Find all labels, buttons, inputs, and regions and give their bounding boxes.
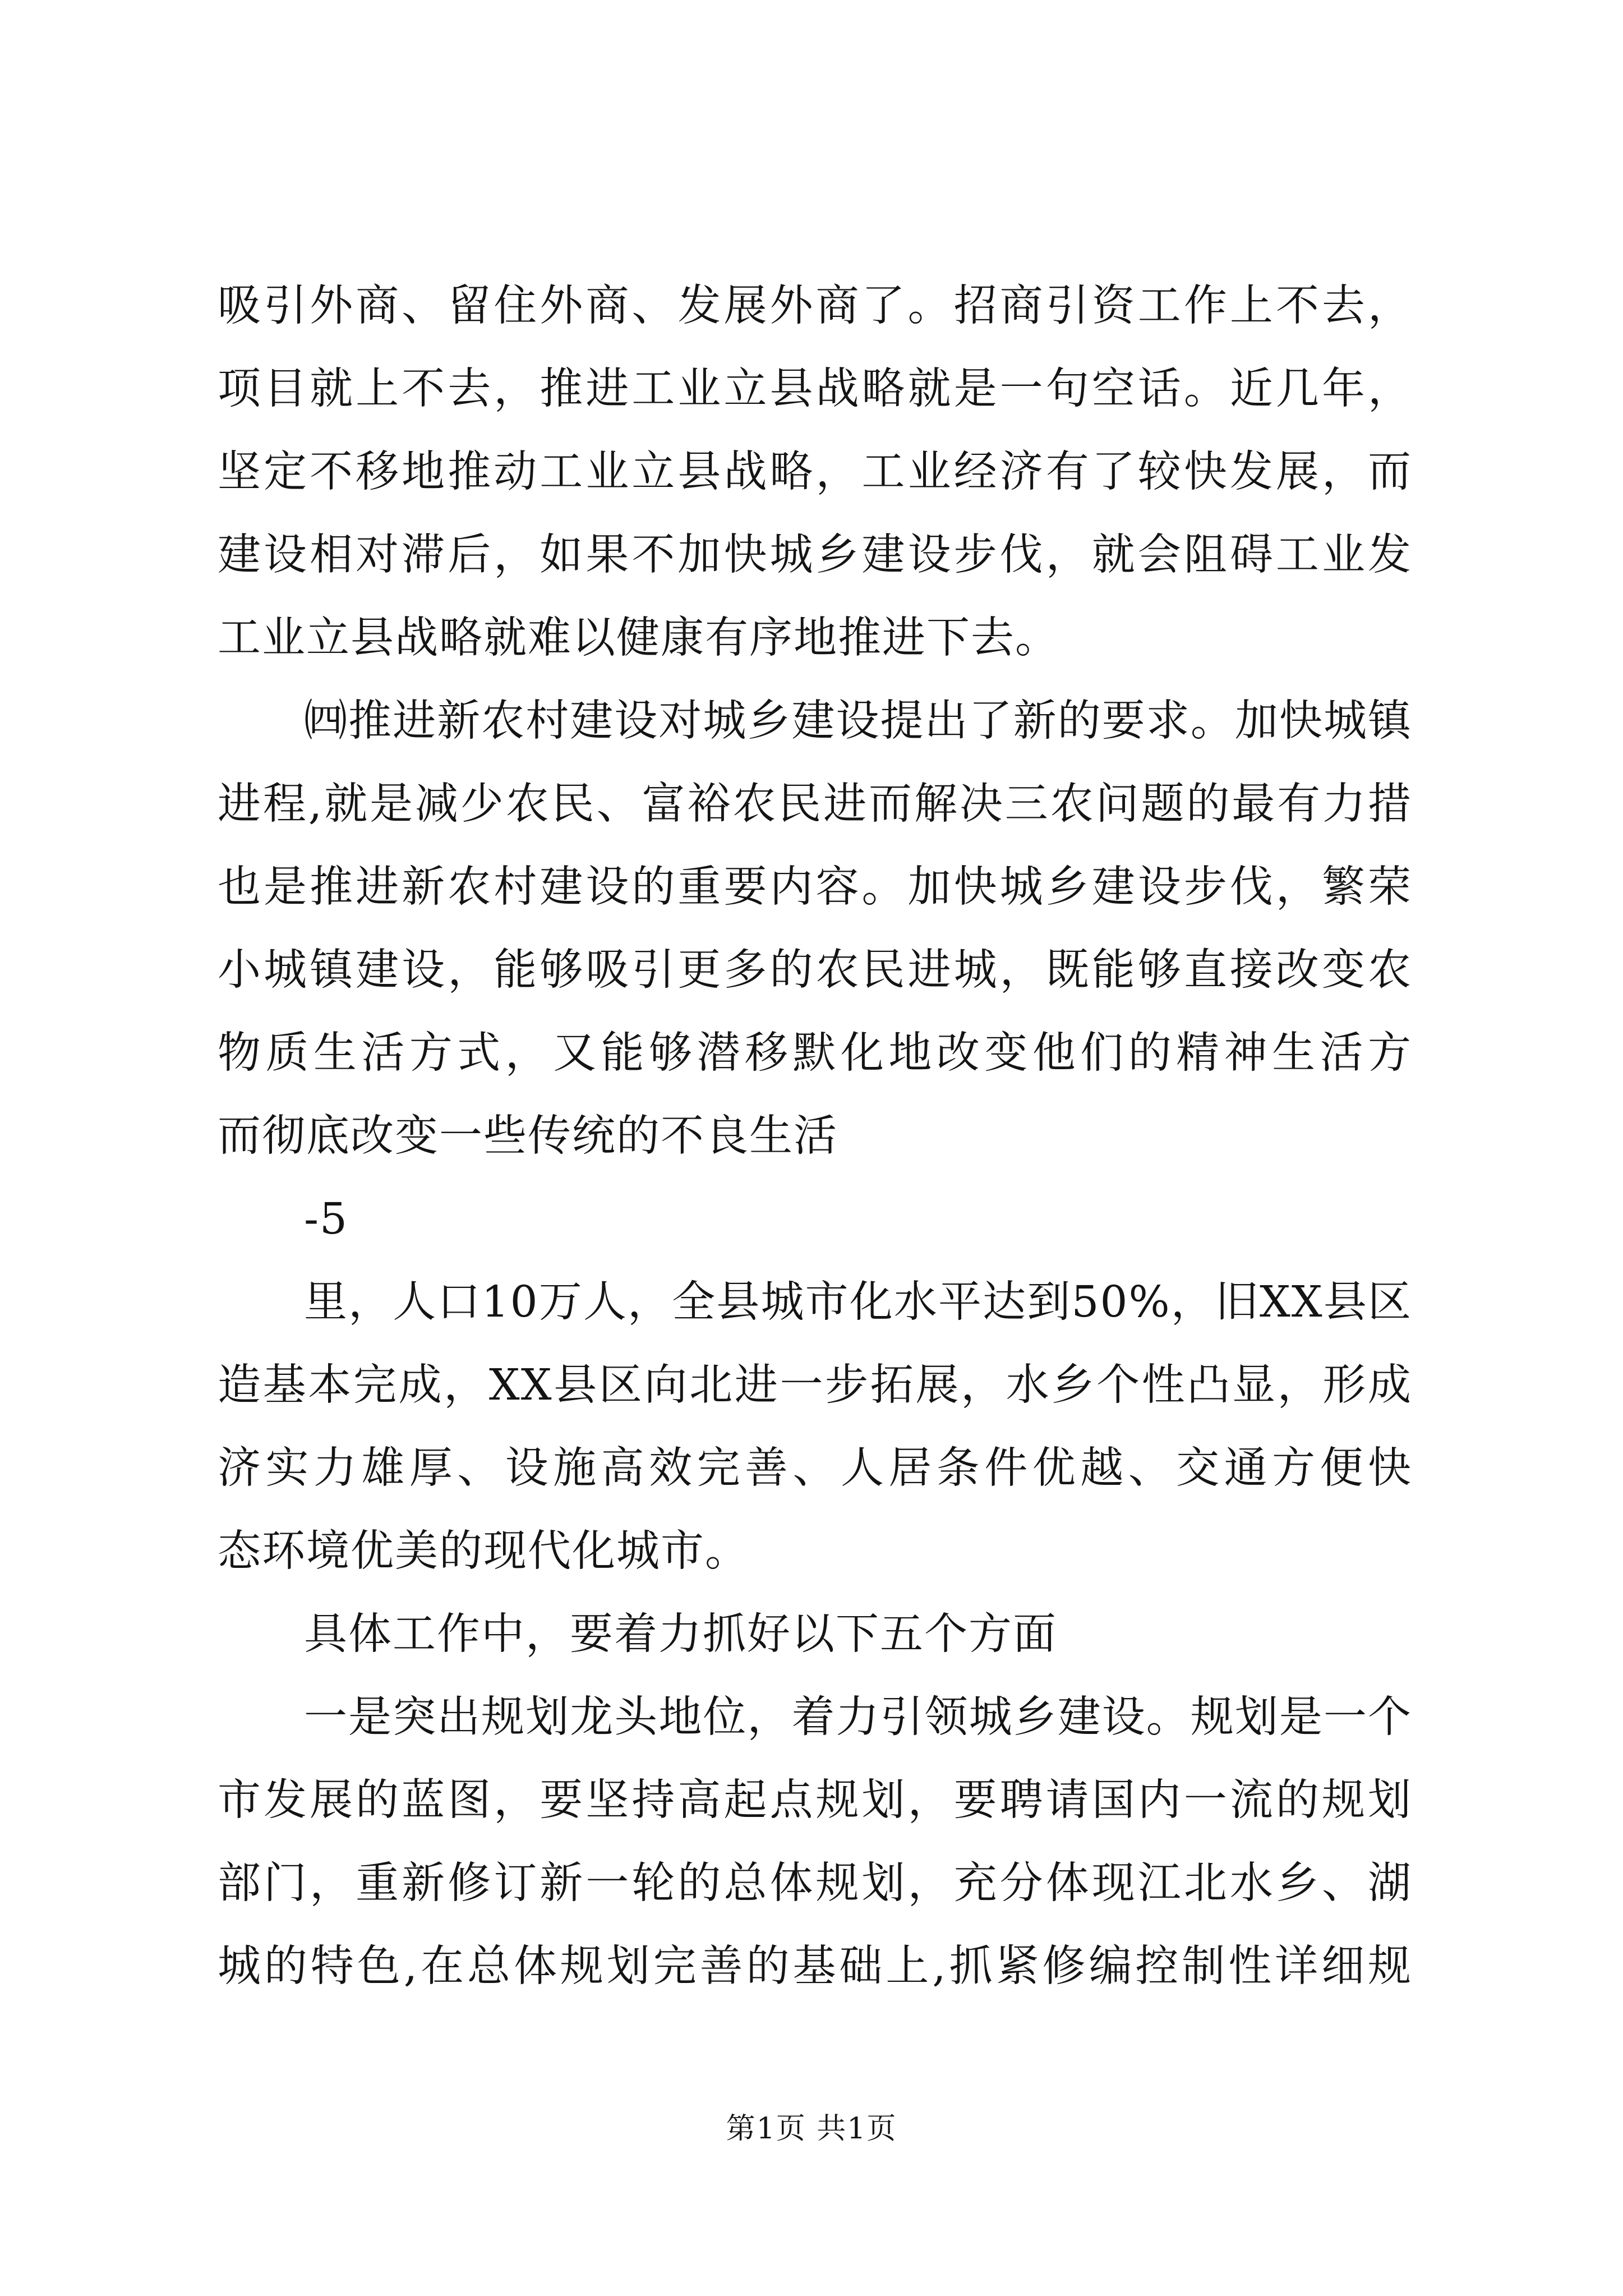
body-line: 具体工作中，要着力抓好以下五个方面	[304, 1609, 1057, 1659]
body-line: ㈣推进新农村建设对城乡建设提出了新的要求。加快城镇	[304, 696, 1412, 746]
body-line: 而彻底改变一些传统的不良生活	[218, 1111, 838, 1161]
body-line: 部门，重新修订新一轮的总体规划，充分体现江北水乡、湖	[218, 1858, 1412, 1908]
body-line: 项目就上不去，推进工业立县战略就是一句空话。近几年，	[218, 364, 1412, 414]
body-line: 也是推进新农村建设的重要内容。加快城乡建设步伐，繁荣	[218, 862, 1412, 912]
body-line: 吸引外商、留住外商、发展外商了。招商引资工作上不去，	[218, 281, 1412, 331]
document-body	[218, 265, 1412, 2008]
body-line: 工业立县战略就难以健康有序地推进下去。	[218, 613, 1059, 663]
body-line: 建设相对滞后，如果不加快城乡建设步伐，就会阻碍工业发	[218, 530, 1412, 580]
body-line: 济实力雄厚、设施高效完善、人居条件优越、交通方便快	[218, 1443, 1412, 1493]
page-footer: 第1页 共1页	[726, 2112, 897, 2146]
body-line: 造基本完成，XX县区向北进一步拓展，水乡个性凸显，形成	[218, 1360, 1412, 1410]
body-line: 坚定不移地推动工业立县战略，工业经济有了较快发展，而	[218, 447, 1412, 497]
body-line: 城的特色,在总体规划完善的基础上,抓紧修编控制性详细规	[218, 1941, 1412, 1991]
inline-page-marker: -5	[304, 1194, 349, 1244]
body-line: 一是突出规划龙头地位，着力引领城乡建设。规划是一个	[304, 1692, 1412, 1742]
body-line: 市发展的蓝图，要坚持高起点规划，要聘请国内一流的规划	[218, 1775, 1412, 1825]
body-line: 物质生活方式，又能够潜移默化地改变他们的精神生活方	[218, 1028, 1412, 1078]
body-line: 进程,就是减少农民、富裕农民进而解决三农问题的最有力措	[218, 779, 1412, 829]
body-line: 里，人口10万人，全县城市化水平达到50%，旧XX县区	[304, 1277, 1412, 1327]
body-line: 小城镇建设，能够吸引更多的农民进城，既能够直接改变农	[218, 945, 1412, 995]
body-line: 态环境优美的现代化城市。	[218, 1526, 749, 1576]
